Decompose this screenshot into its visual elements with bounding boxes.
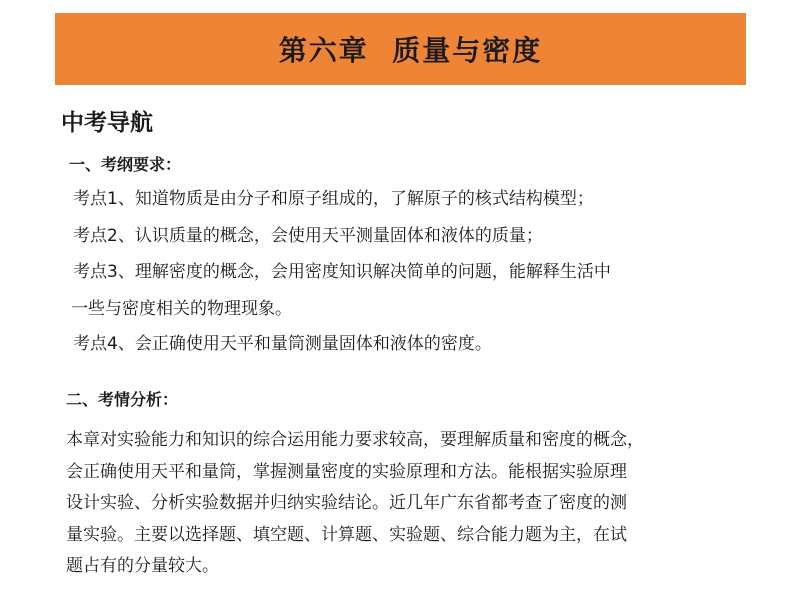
section-title: 中考导航: [61, 110, 153, 136]
analysis-line-5: 题占有的分量较大。: [66, 556, 219, 576]
syllabus-heading: 一、考纲要求：: [69, 155, 182, 174]
chapter-banner: [55, 13, 746, 85]
analysis-line-3: 设计实验、分析实验数据并归纳实验结论。近几年广东省都考查了密度的测: [66, 493, 627, 513]
analysis-line-1: 本章对实验能力和知识的综合运用能力要求较高，要理解质量和密度的概念，: [66, 430, 644, 450]
syllabus-point-4: 考点4、会正确使用天平和量筒测量固体和液体的密度。: [73, 334, 492, 354]
syllabus-point-2: 考点2、认识质量的概念，会使用天平测量固体和液体的质量；: [73, 226, 543, 246]
chapter-title: 第六章 质量与密度: [278, 34, 543, 67]
analysis-line-2: 会正确使用天平和量筒，掌握测量密度的实验原理和方法。能根据实验原理: [66, 461, 627, 482]
analysis-paragraph: [66, 425, 756, 583]
syllabus-point-3: 考点3、理解密度的概念，会用密度知识解决简单的问题，能解释生活中: [73, 262, 611, 282]
analysis-heading: 二、考情分析：: [66, 390, 179, 409]
syllabus-point-1: 考点1、知道物质是由分子和原子组成的，了解原子的核式结构模型；: [73, 189, 594, 209]
analysis-line-4: 量实验。主要以选择题、填空题、计算题、实验题、综合能力题为主，在试: [66, 524, 627, 545]
syllabus-point-3-continued: 一些与密度相关的物理现象。: [71, 299, 292, 319]
